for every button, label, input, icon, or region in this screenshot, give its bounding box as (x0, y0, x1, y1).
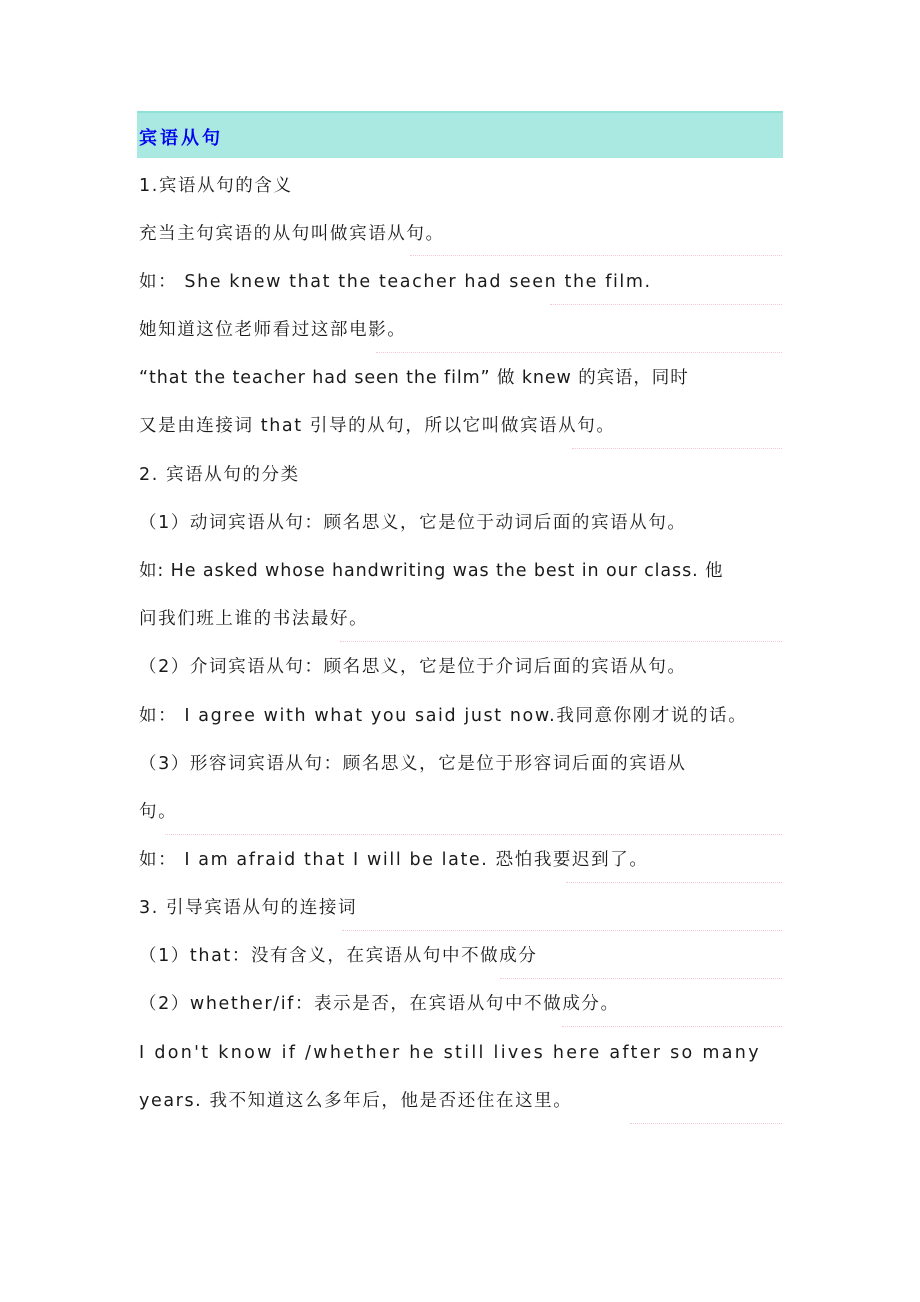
dotted-rule (376, 352, 782, 353)
example-2-english: 如: He asked whose handwriting was the best in our class. 他 (139, 561, 724, 581)
connective-whether-if: （2）whether/if：表示是否，在宾语从句中不做成分。 (139, 994, 620, 1014)
explanation-line-2: 又是由连接词 that 引导的从句，所以它叫做宾语从句。 (139, 416, 616, 436)
dotted-rule (340, 641, 782, 642)
dotted-rule (562, 1026, 782, 1027)
heading-2-classification: 2. 宾语从句的分类 (139, 465, 300, 485)
dotted-rule (165, 834, 782, 835)
type-1-verb-object-clause: （1）动词宾语从句：顾名思义，它是位于动词后面的宾语从句。 (139, 513, 687, 533)
example-1-chinese: 她知道这位老师看过这部电影。 (139, 320, 407, 340)
example-4: 如： I am afraid that I will be late. 恐怕我要迟到了。 (139, 850, 649, 870)
definition-text: 充当主句宾语的从句叫做宾语从句。 (139, 224, 445, 244)
heading-1-meaning: 1.宾语从句的含义 (139, 176, 293, 196)
dotted-rule (572, 448, 782, 449)
connective-that: （1）that：没有含义，在宾语从句中不做成分 (139, 946, 538, 966)
explanation-line-1: “that the teacher had seen the film” 做 knew 的宾语，同时 (139, 368, 689, 388)
dotted-rule (630, 1123, 782, 1124)
section-title-band (137, 111, 783, 158)
type-3-adjective-object-clause-line-1: （3）形容词宾语从句：顾名思义，它是位于形容词后面的宾语从 (139, 754, 687, 774)
type-2-preposition-object-clause: （2）介词宾语从句：顾名思义，它是位于介词后面的宾语从句。 (139, 657, 687, 677)
type-3-adjective-object-clause-line-2: 句。 (139, 802, 178, 822)
example-3: 如： I agree with what you said just now.我同意你刚才说的话。 (139, 706, 748, 726)
example-5-english: I don't know if /whether he still lives here after so many (139, 1043, 761, 1063)
dotted-rule (500, 978, 782, 979)
section-title: 宾语从句 (139, 128, 223, 149)
dotted-rule (566, 882, 782, 883)
heading-3-connectives: 3. 引导宾语从句的连接词 (139, 898, 358, 918)
example-1-english: 如： She knew that the teacher had seen the film. (139, 272, 652, 292)
dotted-rule (550, 304, 782, 305)
example-2-chinese: 问我们班上谁的书法最好。 (139, 609, 369, 629)
dotted-rule (342, 930, 782, 931)
example-5-chinese: years. 我不知道这么多年后，他是否还住在这里。 (139, 1091, 573, 1111)
dotted-rule (410, 255, 782, 256)
